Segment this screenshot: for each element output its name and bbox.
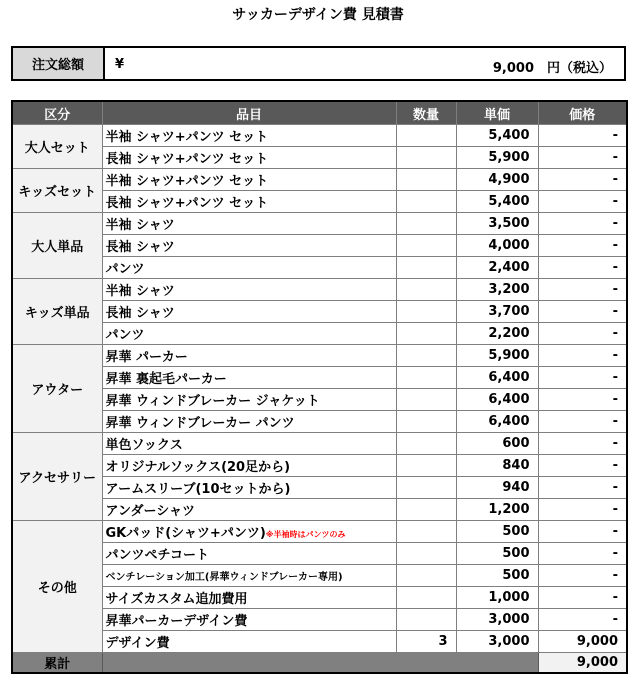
item-cell [102,455,396,477]
item-cell [102,411,396,433]
item-cell [102,323,396,345]
order-total-label: 注文総額 [13,48,105,79]
price-cell: - [538,389,627,411]
table-row [12,587,627,609]
unit-price-cell: 5,400 [456,125,538,147]
estimate-table [11,100,628,674]
price-cell: - [538,477,627,499]
item-name: 長袖 シャツ [105,240,175,255]
unit-price-cell: 5,400 [456,191,538,213]
total-value: 9,000 [538,653,627,674]
unit-price-cell: 6,400 [456,367,538,389]
price-cell: - [538,191,627,213]
category-cell: その他 [12,521,102,653]
quantity-cell [396,367,456,389]
item-cell [102,433,396,455]
item-cell [102,191,396,213]
quantity-cell [396,543,456,565]
item-cell [102,301,396,323]
item-cell [102,367,396,389]
table-body [12,125,627,674]
price-cell: - [538,565,627,587]
table-row [12,609,627,631]
quantity-cell [396,235,456,257]
item-name: オリジナルソックス(20足から) [105,460,291,475]
price-cell: - [538,213,627,235]
table-row [12,631,627,653]
item-cell [102,389,396,411]
item-name: デザイン費 [105,636,170,651]
table-row [12,565,627,587]
price-cell: - [538,367,627,389]
total-row [12,653,627,674]
quantity-cell [396,323,456,345]
price-cell: - [538,323,627,345]
item-cell [102,565,396,587]
unit-price-cell: 6,400 [456,411,538,433]
unit-price-cell: 840 [456,455,538,477]
item-cell [102,477,396,499]
order-total-content [105,48,624,79]
price-cell: - [538,125,627,147]
order-total-amount: 9,000 円（税込） [492,61,612,76]
item-name: パンツ [105,328,145,343]
item-name: アンダーシャツ [105,504,195,519]
unit-price-cell: 2,200 [456,323,538,345]
price-cell: - [538,543,627,565]
table-row [12,169,627,191]
quantity-cell [396,477,456,499]
item-name: 半袖 シャツ+パンツ セット [105,130,269,145]
unit-price-cell: 3,200 [456,279,538,301]
quantity-cell [396,433,456,455]
quantity-cell [396,587,456,609]
item-cell [102,543,396,565]
table-row [12,279,627,301]
price-cell: - [538,521,627,543]
quantity-cell [396,301,456,323]
order-total-box [11,46,626,81]
item-name: 昇華 裏起毛パーカー [105,372,227,387]
item-cell [102,257,396,279]
item-name: 昇華 ウィンドブレーカー パンツ [105,416,295,431]
table-row [12,125,627,147]
item-name: 長袖 シャツ+パンツ セット [105,196,269,211]
price-cell: - [538,433,627,455]
quantity-cell [396,455,456,477]
item-cell [102,587,396,609]
unit-price-cell: 4,000 [456,235,538,257]
quantity-cell [396,521,456,543]
unit-price-cell: 6,400 [456,389,538,411]
quantity-cell [396,213,456,235]
item-name: 長袖 シャツ [105,306,175,321]
price-cell: - [538,499,627,521]
total-label: 累計 [12,653,102,674]
quantity-cell [396,609,456,631]
category-cell: アクセサリー [12,433,102,521]
unit-price-cell: 4,900 [456,169,538,191]
item-name: 昇華 ウィンドブレーカー ジャケット [105,394,320,409]
quantity-cell [396,191,456,213]
unit-price-cell: 3,000 [456,609,538,631]
header-category: 区分 [12,101,102,125]
unit-price-cell: 500 [456,565,538,587]
price-cell: - [538,411,627,433]
item-cell [102,631,396,653]
category-cell: 大人単品 [12,213,102,279]
item-cell [102,521,396,543]
table-row [12,521,627,543]
total-blank-cell [102,653,538,674]
quantity-cell [396,411,456,433]
item-name: 昇華パーカーデザイン費 [105,614,248,629]
item-cell [102,235,396,257]
table-row [12,345,627,367]
table-row [12,455,627,477]
category-cell: キッズ単品 [12,279,102,345]
price-cell: - [538,587,627,609]
item-name: GKパッド(シャツ+パンツ) [105,526,266,541]
table-row [12,213,627,235]
price-cell: - [538,609,627,631]
price-cell: - [538,301,627,323]
unit-price-cell: 2,400 [456,257,538,279]
quantity-cell: 3 [396,631,456,653]
header-quantity: 数量 [396,101,456,125]
table-row [12,411,627,433]
item-cell [102,147,396,169]
price-cell: - [538,455,627,477]
price-cell: - [538,147,627,169]
table-row [12,389,627,411]
item-name: 単色ソックス [105,438,183,453]
unit-price-cell: 1,200 [456,499,538,521]
header-item: 品目 [102,101,396,125]
table-row [12,367,627,389]
item-cell [102,609,396,631]
item-cell [102,213,396,235]
unit-price-cell: 3,700 [456,301,538,323]
table-header-row [12,101,627,125]
table-row [12,323,627,345]
item-cell [102,279,396,301]
table-row [12,433,627,455]
table-row [12,543,627,565]
price-cell: - [538,169,627,191]
header-unit-price: 単価 [456,101,538,125]
item-cell [102,169,396,191]
item-name: サイズカスタム追加費用 [105,592,248,607]
item-cell [102,125,396,147]
item-name: 長袖 シャツ+パンツ セット [105,152,269,167]
unit-price-cell: 3,000 [456,631,538,653]
item-name: パンツ [105,262,145,277]
unit-price-cell: 5,900 [456,147,538,169]
price-cell: - [538,345,627,367]
category-cell: キッズセット [12,169,102,213]
item-note: ※半袖時はパンツのみ [265,530,346,539]
table-row [12,147,627,169]
unit-price-cell: 940 [456,477,538,499]
quantity-cell [396,147,456,169]
quantity-cell [396,565,456,587]
item-name: ベンチレーション加工(昇華ウィンドブレーカー専用) [105,572,343,583]
item-name: 半袖 シャツ [105,218,175,233]
quantity-cell [396,345,456,367]
currency-symbol: ¥ [115,57,125,72]
price-cell: - [538,235,627,257]
header-price: 価格 [538,101,627,125]
price-cell: - [538,257,627,279]
quantity-cell [396,125,456,147]
table-row [12,235,627,257]
table-row [12,301,627,323]
category-cell: アウター [12,345,102,433]
item-cell [102,499,396,521]
item-name: 半袖 シャツ+パンツ セット [105,174,269,189]
unit-price-cell: 500 [456,543,538,565]
table-row [12,499,627,521]
unit-price-cell: 3,500 [456,213,538,235]
item-name: 半袖 シャツ [105,284,175,299]
quantity-cell [396,257,456,279]
table-row [12,257,627,279]
item-cell [102,345,396,367]
unit-price-cell: 5,900 [456,345,538,367]
item-name: パンツペチコート [105,548,209,563]
table-row [12,477,627,499]
document-title: サッカーデザイン費 見積書 [232,7,404,23]
unit-price-cell: 1,000 [456,587,538,609]
item-name: アームスリーブ(10セットから) [105,482,291,497]
table-row [12,191,627,213]
unit-price-cell: 500 [456,521,538,543]
quantity-cell [396,389,456,411]
category-cell: 大人セット [12,125,102,169]
item-name: 昇華 パーカー [105,350,188,365]
quantity-cell [396,499,456,521]
quantity-cell [396,169,456,191]
unit-price-cell: 600 [456,433,538,455]
price-cell: 9,000 [538,631,627,653]
price-cell: - [538,279,627,301]
quantity-cell [396,279,456,301]
